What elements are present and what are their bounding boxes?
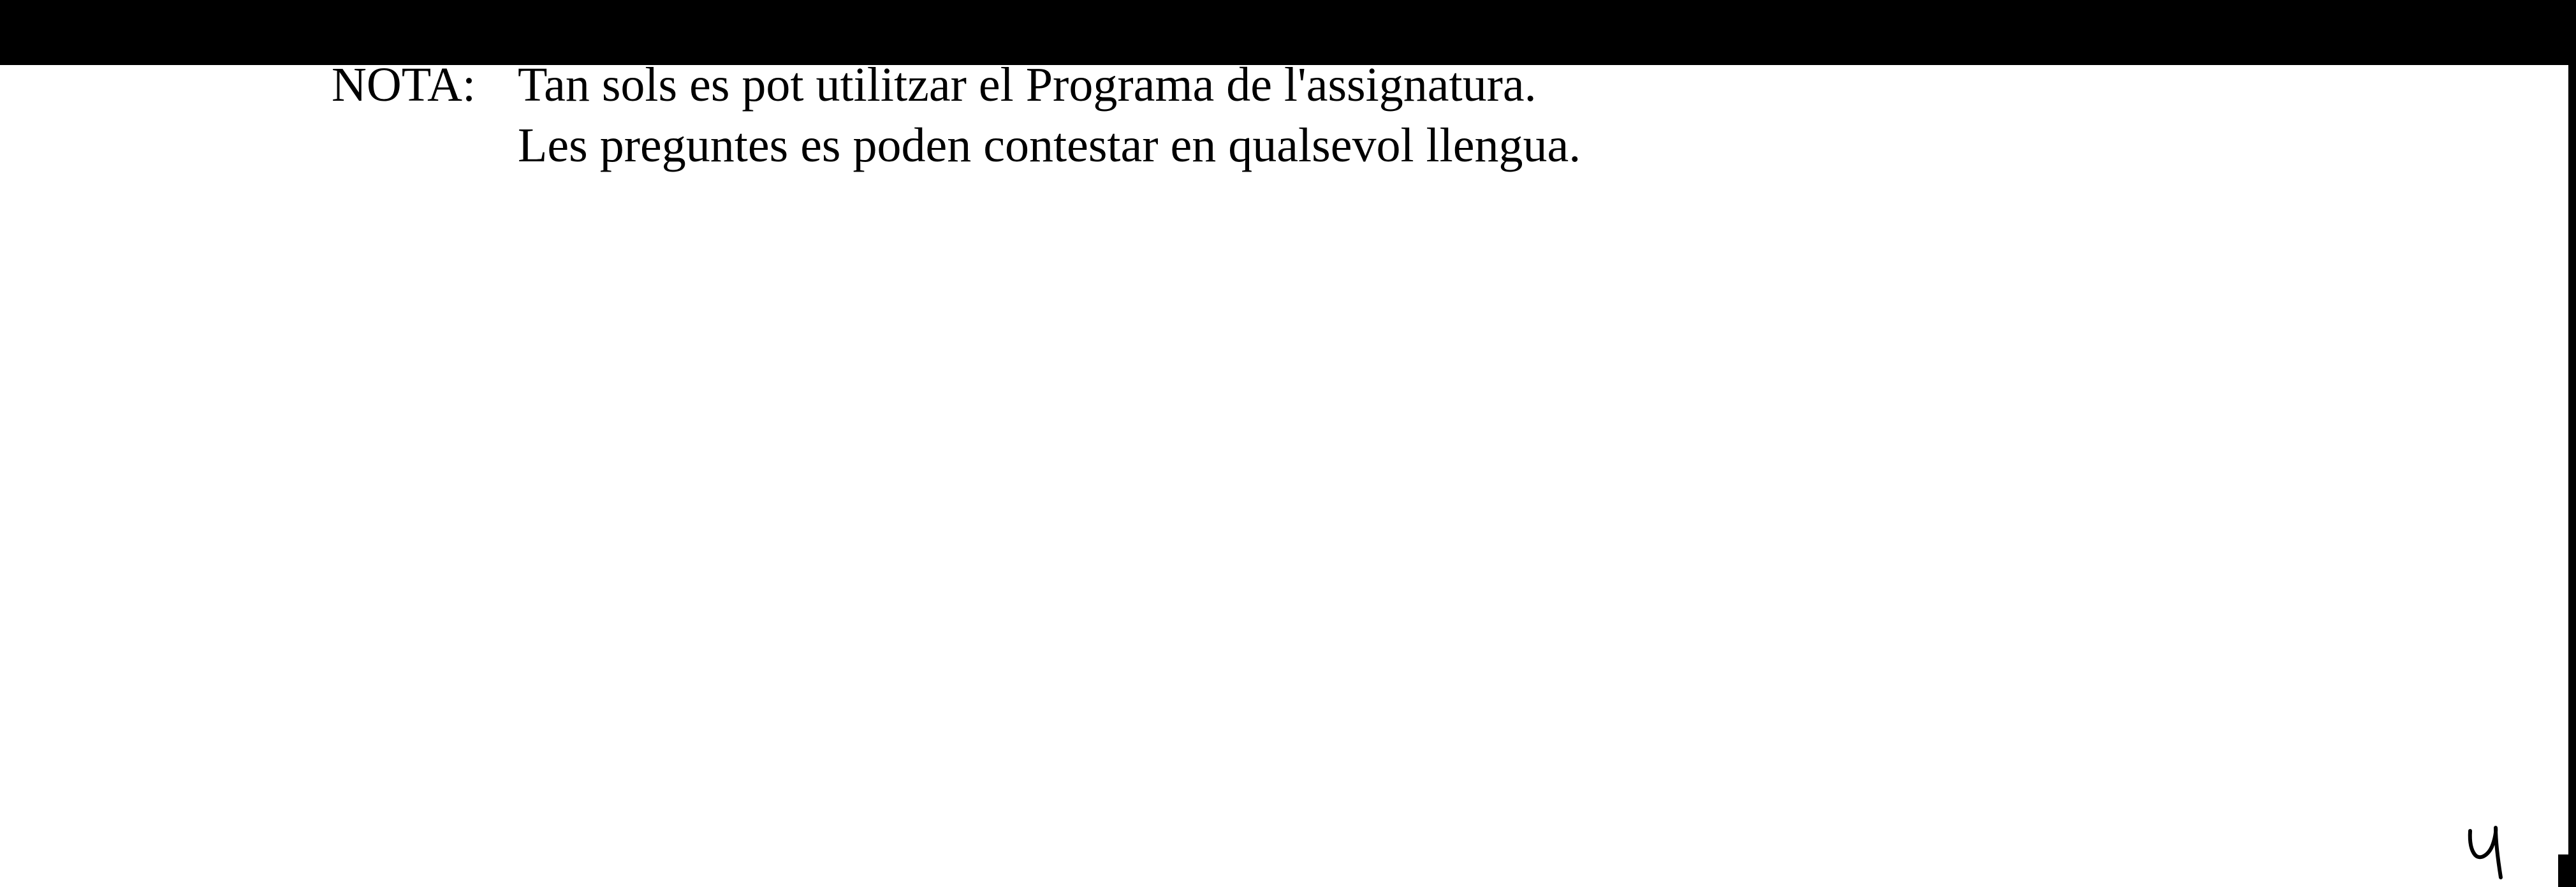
scan-right-border: [2568, 65, 2576, 887]
handwritten-page-number: [2465, 819, 2512, 881]
note-label: NOTA:: [332, 58, 476, 112]
scan-corner-mark: [2558, 854, 2576, 887]
note-block: [332, 55, 1581, 176]
note-row-second: [332, 115, 1581, 176]
note-row-first: [332, 55, 1581, 115]
note-line: Tan sols es pot utilitzar el Programa de l'assignatura.: [518, 58, 1537, 112]
note-line: Les preguntes es poden contestar en qualsevol llengua.: [518, 119, 1581, 172]
